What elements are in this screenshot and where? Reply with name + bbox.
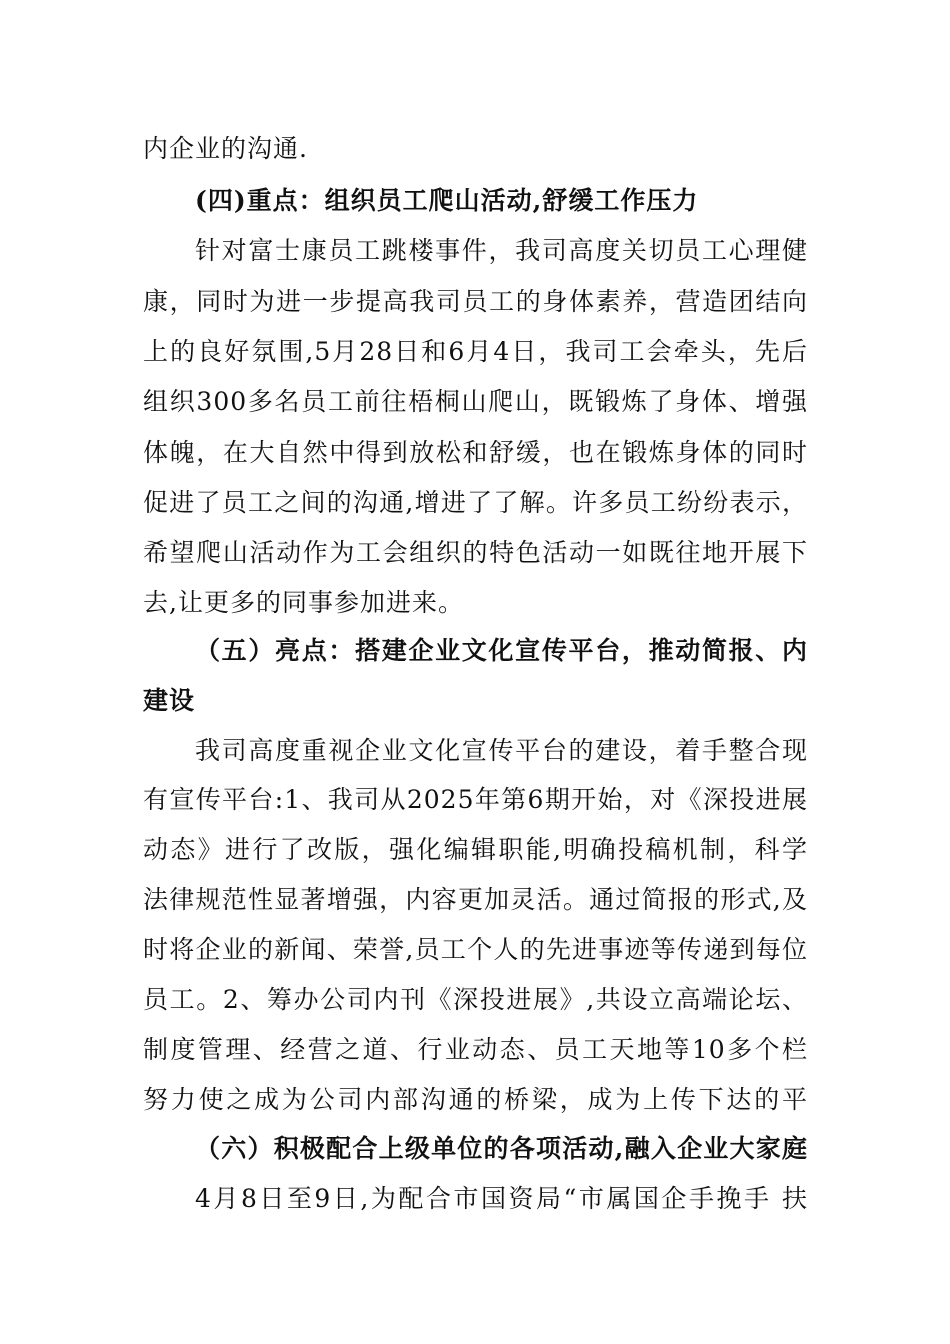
section-heading-4: (四)重点：组织员工爬山活动,舒缓工作压力 xyxy=(195,186,699,215)
paragraph-line: 内企业的沟通. xyxy=(143,134,308,163)
paragraph-line: 体魄，在大自然中得到放松和舒缓，也在锻炼身体的同时 xyxy=(143,438,808,467)
paragraph-line: 组织300多名员工前往梧桐山爬山，既锻炼了身体、增强 xyxy=(143,387,808,416)
section-heading-5-cont: 建设 xyxy=(143,686,196,715)
paragraph-line: 针对富士康员工跳楼事件，我司高度关切员工心理健 xyxy=(195,236,808,265)
section-heading-5: （五）亮点：搭建企业文化宣传平台，推动简报、内 xyxy=(195,636,808,665)
paragraph-line: 员工。2、筹办公司内刊《深投进展》,共设立高端论坛、 xyxy=(143,985,808,1014)
paragraph-line: 去,让更多的同事参加进来。 xyxy=(143,588,464,617)
paragraph-line: 时将企业的新闻、荣誉,员工个人的先进事迹等传递到每位 xyxy=(143,935,808,964)
paragraph-line: 促进了员工之间的沟通,增进了了解。许多员工纷纷表示， xyxy=(143,488,808,517)
paragraph-line: 康，同时为进一步提高我司员工的身体素养，营造团结向 xyxy=(143,287,808,316)
paragraph-line: 努力使之成为公司内部沟通的桥梁，成为上传下达的平 xyxy=(143,1085,808,1114)
paragraph-line: 上的良好氛围,5月28日和6月4日，我司工会牵头，先后 xyxy=(143,337,808,366)
paragraph-line: 4月8日至9日,为配合市国资局“市属国企手挽手 扶 xyxy=(195,1184,808,1213)
section-heading-6: （六）积极配合上级单位的各项活动,融入企业大家庭 xyxy=(195,1134,808,1163)
paragraph-line: 我司高度重视企业文化宣传平台的建设，着手整合现 xyxy=(195,736,808,765)
paragraph-line: 动态》进行了改版，强化编辑职能,明确投稿机制，科学 xyxy=(143,835,808,864)
paragraph-line: 有宣传平台:1、我司从2025年第6期开始，对《深投进展 xyxy=(143,785,808,814)
paragraph-line: 法律规范性显著增强，内容更加灵活。通过简报的形式,及 xyxy=(143,885,808,914)
paragraph-line: 制度管理、经营之道、行业动态、员工天地等10多个栏 xyxy=(143,1035,808,1064)
paragraph-line: 希望爬山活动作为工会组织的特色活动一如既往地开展下 xyxy=(143,538,808,567)
